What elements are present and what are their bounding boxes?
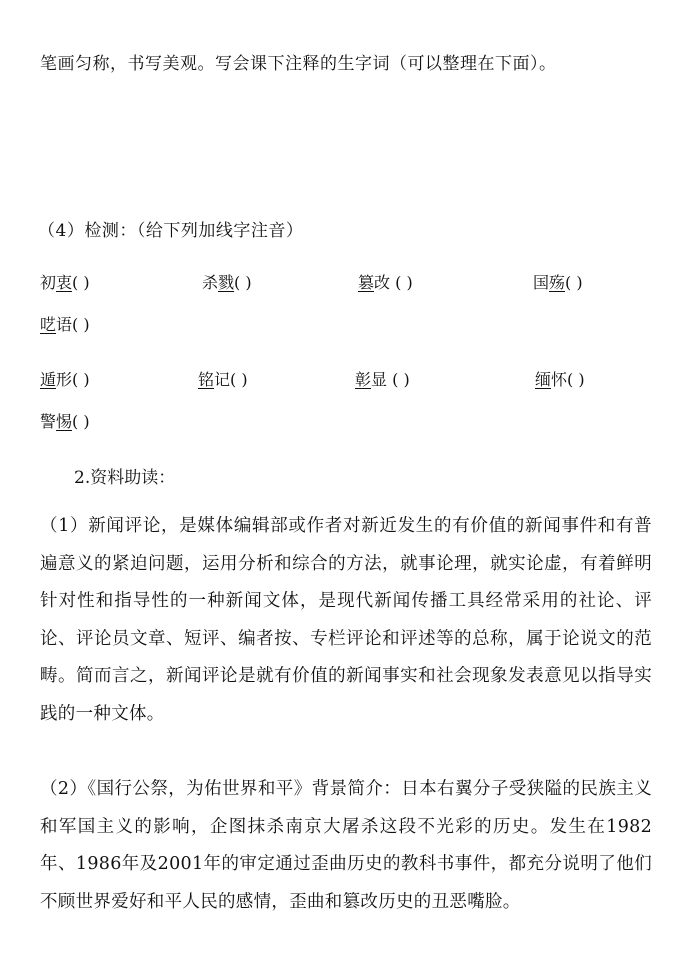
item-suffix: 语: [56, 315, 73, 334]
item-prefix: 杀: [202, 273, 219, 292]
underlined-char: 衷: [56, 273, 73, 292]
answer-blank[interactable]: ( ): [565, 273, 583, 292]
section-heading: 2.资料助读：: [74, 468, 176, 488]
pinyin-item: [198, 367, 248, 390]
answer-blank[interactable]: ( ): [72, 273, 90, 292]
item-prefix: 国: [533, 273, 550, 292]
item-prefix: 初: [40, 273, 57, 292]
answer-blank[interactable]: ( ): [234, 273, 252, 292]
pinyin-item: [358, 270, 413, 293]
answer-blank[interactable]: ( ): [390, 273, 413, 292]
underlined-char: 彰: [355, 370, 372, 389]
item-suffix: 形: [56, 370, 73, 389]
pinyin-item: [202, 270, 252, 293]
answer-blank[interactable]: ( ): [230, 370, 248, 389]
pinyin-item: [40, 270, 90, 293]
pinyin-item: [40, 367, 90, 390]
test-heading: （4）检测：（给下列加线字注音）: [38, 221, 304, 241]
pinyin-item: [535, 367, 585, 390]
pinyin-item: [355, 367, 410, 390]
answer-blank[interactable]: ( ): [72, 315, 90, 334]
answer-blank[interactable]: ( ): [72, 370, 90, 389]
underlined-char: 遁: [40, 370, 57, 389]
paragraph-background: （2）《国行公祭，为佑世界和平》背景简介：日本右翼分子受狭隘的民族主义和军国主义的影响，企图抹杀南京大屠杀这段不光彩的历史。发生在1982年、1986年及2001年的审定通过歪曲历史的教科书事件，都充分说明了他们不顾世界爱好和平人民的感情，歪曲和篡改历史的丑恶嘴脸。: [40, 779, 652, 912]
item-suffix: 改: [374, 273, 391, 292]
underlined-char: 惕: [56, 412, 73, 431]
intro-line: 笔画匀称，书写美观。写会课下注释的生字词（可以整理在下面）。: [40, 54, 557, 74]
underlined-char: 铭: [198, 370, 215, 389]
pinyin-item: [40, 312, 90, 335]
answer-blank[interactable]: ( ): [567, 370, 585, 389]
pinyin-item: [40, 409, 90, 432]
paragraph-news-commentary: （1）新闻评论，是媒体编辑部或作者对新近发生的有价值的新闻事件和有普遍意义的紧迫问题，运用分析和综合的方法，就事论理，就实论虚，有着鲜明针对性和指导性的一种新闻文体，是现代新闻传播工具经常采用的社论、评论、评论员文章、短评、编者按、专栏评论和评述等的总称，属于论说文的范畴。简而言之，新闻评论是就有价值的新闻事实和社会现象发表意见以指导实践的一种文体。: [40, 516, 652, 724]
item-suffix: 记: [214, 370, 231, 389]
item-prefix: 警: [40, 412, 57, 431]
answer-blank[interactable]: ( ): [387, 370, 410, 389]
underlined-char: 戮: [218, 273, 235, 292]
pinyin-item: [533, 270, 583, 293]
underlined-char: 篡: [358, 273, 375, 292]
answer-blank[interactable]: ( ): [72, 412, 90, 431]
underlined-char: 缅: [535, 370, 552, 389]
item-suffix: 显: [371, 370, 388, 389]
underlined-char: 呓: [40, 315, 57, 334]
item-suffix: 怀: [551, 370, 568, 389]
underlined-char: 殇: [549, 273, 566, 292]
